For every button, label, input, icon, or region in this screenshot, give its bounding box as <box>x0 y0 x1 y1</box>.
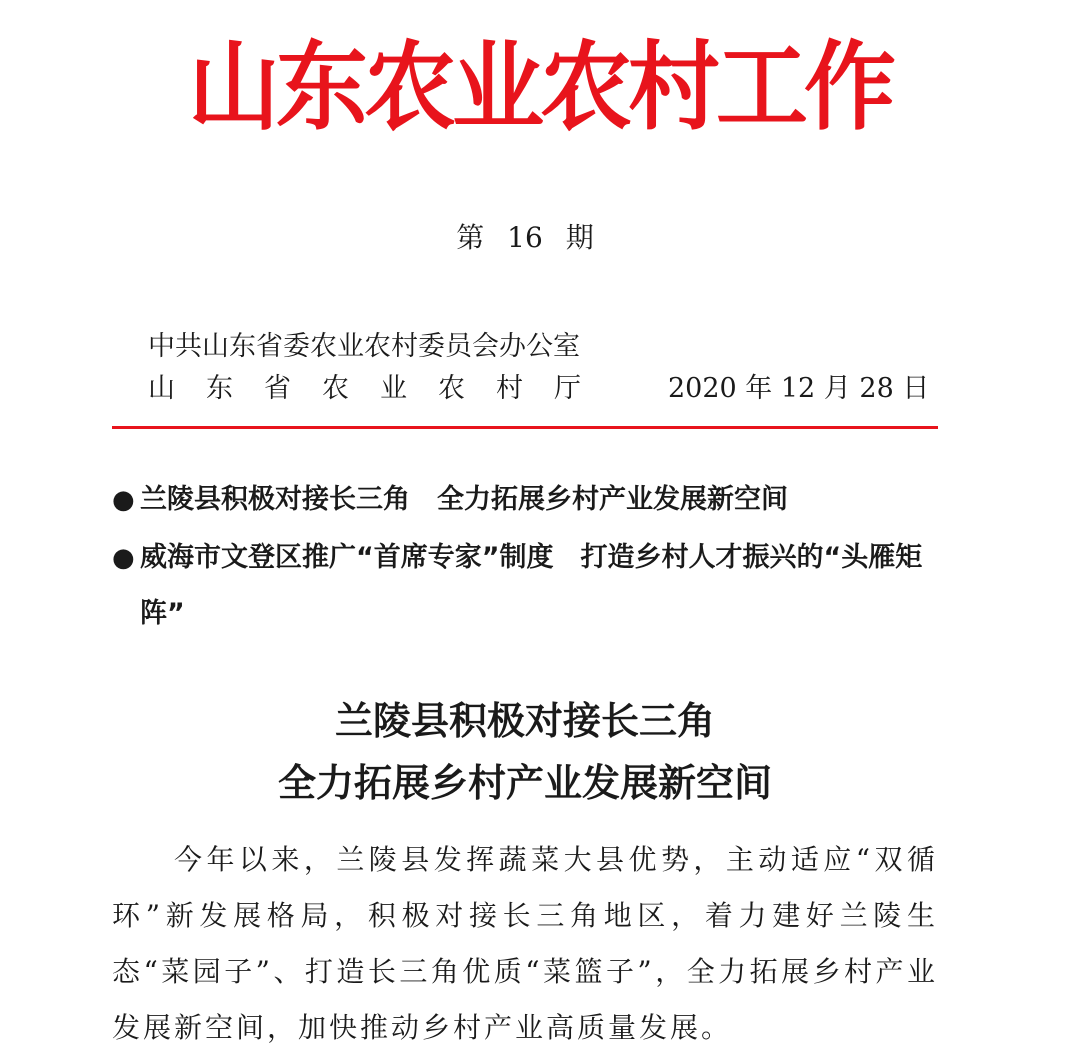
article-paragraph: 今年以来，兰陵县发挥蔬菜大县优势，主动适应“双循环”新发展格局，积极对接长三角地区，着力建好兰陵生态“菜园子”、打造长三角优质“菜篮子”，全力拓展乡村产业发展新空间，加快推动乡村产业高质量发展。 <box>112 843 938 1044</box>
bullet-icon: ● <box>112 543 135 573</box>
issue-number: 第 16 期 <box>456 221 594 254</box>
issuer-line-2: 山东省农业农村厅 <box>148 373 612 404</box>
masthead-title: 山东农业农村工作 <box>187 31 892 144</box>
toc-item-text: 威海市文登区推广“首席专家”制度 打造乡村人才振兴的“头雁矩阵” <box>140 542 923 629</box>
toc-item-text: 兰陵县积极对接长三角 全力拓展乡村产业发展新空间 <box>140 484 788 515</box>
red-divider <box>112 426 938 429</box>
toc-item-2[interactable] <box>112 530 942 642</box>
article-title-line-2: 全力拓展乡村产业发展新空间 <box>277 760 772 805</box>
toc-item-1[interactable] <box>112 472 942 528</box>
issuer-line-1: 中共山东省委农业农村委员会办公室 <box>148 331 580 362</box>
article-title-line-1: 兰陵县积极对接长三角 <box>334 698 715 743</box>
issue-date: 2020 年 12 月 28 日 <box>668 373 930 404</box>
bullet-icon: ● <box>112 485 135 515</box>
